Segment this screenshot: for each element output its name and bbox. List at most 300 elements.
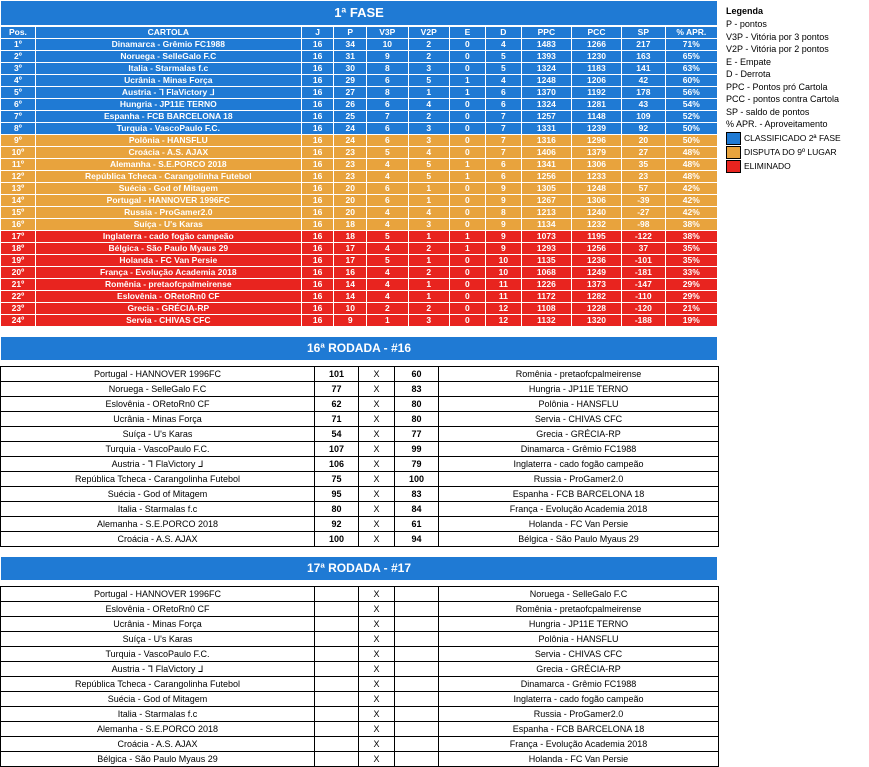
match-row — [1, 472, 719, 487]
match-versus-label: X — [359, 632, 395, 647]
standings-cell-v2p: 5 — [408, 171, 449, 183]
match-away-score[interactable] — [395, 662, 439, 677]
standings-cell-d: 10 — [485, 267, 521, 279]
match-away-score[interactable]: 84 — [395, 502, 439, 517]
match-home-team: Italia - Starmalas f.c — [1, 502, 315, 517]
standings-cell-pcc: 1206 — [571, 75, 621, 87]
match-away-score[interactable] — [395, 707, 439, 722]
standings-col-header: % APR. — [665, 27, 717, 39]
standings-cell-pcc: 1192 — [571, 87, 621, 99]
standings-cell-pos: 4º — [1, 75, 36, 87]
standings-cell-pos: 7º — [1, 111, 36, 123]
match-away-score[interactable]: 80 — [395, 397, 439, 412]
standings-cell-pcc: 1281 — [571, 99, 621, 111]
standings-cell-e: 0 — [449, 147, 485, 159]
standings-cell-e: 0 — [449, 219, 485, 231]
standings-cell-d: 9 — [485, 183, 521, 195]
standings-cell-pos: 18º — [1, 243, 36, 255]
standings-cell-j: 16 — [301, 231, 334, 243]
standings-cell-team: Servia - CHIVAS CFC — [35, 315, 301, 327]
standings-cell-sp: -120 — [622, 303, 666, 315]
standings-cell-p: 26 — [334, 99, 367, 111]
match-home-score[interactable] — [315, 722, 359, 737]
match-away-team: Holanda - FC Van Persie — [439, 517, 719, 532]
match-versus-label: X — [359, 442, 395, 457]
table-row — [1, 75, 718, 87]
match-away-score[interactable] — [395, 632, 439, 647]
match-away-score[interactable] — [395, 617, 439, 632]
standings-cell-p: 31 — [334, 51, 367, 63]
match-versus-label: X — [359, 662, 395, 677]
standings-cell-team: Hungria - JP11E TERNO — [35, 99, 301, 111]
standings-cell-e: 1 — [449, 171, 485, 183]
standings-cell-apr: 71% — [665, 39, 717, 51]
match-home-score[interactable] — [315, 737, 359, 752]
match-away-score[interactable] — [395, 752, 439, 767]
standings-cell-pcc: 1228 — [571, 303, 621, 315]
match-home-score[interactable]: 77 — [315, 382, 359, 397]
standings-cell-j: 16 — [301, 99, 334, 111]
standings-cell-team: Romênia - pretaofcpalmeirense — [35, 279, 301, 291]
match-home-team: Portugal - HANNOVER 1996FC — [1, 367, 315, 382]
standings-cell-pos: 13º — [1, 183, 36, 195]
standings-cell-e: 0 — [449, 135, 485, 147]
match-row — [1, 707, 719, 722]
match-away-score[interactable]: 79 — [395, 457, 439, 472]
match-versus-label: X — [359, 677, 395, 692]
standings-cell-v2p: 3 — [408, 123, 449, 135]
match-home-team: Suécia - God of Mitagem — [1, 487, 315, 502]
standings-cell-apr: 48% — [665, 171, 717, 183]
standings-cell-apr: 42% — [665, 207, 717, 219]
standings-cell-p: 18 — [334, 219, 367, 231]
standings-cell-d: 11 — [485, 291, 521, 303]
match-home-score[interactable] — [315, 662, 359, 677]
match-away-score[interactable] — [395, 602, 439, 617]
standings-cell-sp: 43 — [622, 99, 666, 111]
standings-cell-team: Russia - ProGamer2.0 — [35, 207, 301, 219]
standings-cell-apr: 42% — [665, 183, 717, 195]
match-home-score[interactable] — [315, 602, 359, 617]
match-away-team: Russia - ProGamer2.0 — [439, 707, 719, 722]
table-row — [1, 135, 718, 147]
standings-cell-apr: 29% — [665, 291, 717, 303]
standings-cell-v2p: 4 — [408, 99, 449, 111]
standings-cell-ppc: 1370 — [521, 87, 571, 99]
match-row — [1, 647, 719, 662]
match-home-score[interactable] — [315, 632, 359, 647]
standings-cell-d: 9 — [485, 219, 521, 231]
fase-title: 1ª FASE — [0, 0, 718, 26]
standings-cell-sp: 141 — [622, 63, 666, 75]
standings-col-header: E — [449, 27, 485, 39]
rodada16-title: 16ª RODADA - #16 — [0, 336, 718, 361]
standings-cell-pos: 11º — [1, 159, 36, 171]
legend-color-box — [726, 146, 741, 159]
standings-cell-sp: 217 — [622, 39, 666, 51]
standings-cell-pos: 14º — [1, 195, 36, 207]
match-home-score[interactable]: 101 — [315, 367, 359, 382]
match-away-team: Servia - CHIVAS CFC — [439, 412, 719, 427]
standings-col-header: PCC — [571, 27, 621, 39]
standings-cell-pcc: 1256 — [571, 243, 621, 255]
match-versus-label: X — [359, 412, 395, 427]
match-away-score[interactable] — [395, 647, 439, 662]
legend-color-box — [726, 160, 741, 173]
match-home-score[interactable]: 75 — [315, 472, 359, 487]
standings-cell-e: 0 — [449, 183, 485, 195]
standings-cell-ppc: 1341 — [521, 159, 571, 171]
match-versus-label: X — [359, 502, 395, 517]
standings-cell-ppc: 1134 — [521, 219, 571, 231]
standings-cell-j: 16 — [301, 315, 334, 327]
match-row — [1, 382, 719, 397]
match-versus-label: X — [359, 602, 395, 617]
standings-cell-sp: 42 — [622, 75, 666, 87]
legend-line: P - pontos — [726, 19, 767, 29]
standings-cell-v2p: 2 — [408, 51, 449, 63]
standings-cell-ppc: 1132 — [521, 315, 571, 327]
standings-cell-e: 0 — [449, 291, 485, 303]
standings-cell-team: República Tcheca - Carangolinha Futebol — [35, 171, 301, 183]
match-home-score[interactable]: 107 — [315, 442, 359, 457]
standings-cell-d: 6 — [485, 87, 521, 99]
match-away-team: Noruega - SelleGalo F.C — [439, 587, 719, 602]
match-away-team: Hungria - JP11E TERNO — [439, 617, 719, 632]
standings-cell-apr: 42% — [665, 195, 717, 207]
match-away-team: Espanha - FCB BARCELONA 18 — [439, 722, 719, 737]
standings-cell-d: 9 — [485, 243, 521, 255]
match-home-score[interactable]: 106 — [315, 457, 359, 472]
match-row — [1, 752, 719, 767]
legend-swatch-label: DISPUTA DO 9º LUGAR — [744, 147, 837, 157]
match-home-score[interactable]: 95 — [315, 487, 359, 502]
standings-cell-d: 5 — [485, 63, 521, 75]
legend-line: E - Empate — [726, 56, 772, 67]
match-away-score[interactable] — [395, 722, 439, 737]
standings-cell-team: Austria - ᒣ FlaVictory ᒧ — [35, 87, 301, 99]
standings-cell-apr: 35% — [665, 243, 717, 255]
standings-cell-pos: 2º — [1, 51, 36, 63]
match-away-team: Inglaterra - cado fogão campeão — [439, 692, 719, 707]
standings-cell-v2p: 1 — [408, 279, 449, 291]
standings-cell-sp: -27 — [622, 207, 666, 219]
match-row — [1, 487, 719, 502]
standings-cell-sp: 27 — [622, 147, 666, 159]
match-home-score[interactable] — [315, 752, 359, 767]
standings-cell-ppc: 1213 — [521, 207, 571, 219]
standings-cell-p: 20 — [334, 183, 367, 195]
standings-cell-j: 16 — [301, 279, 334, 291]
match-home-team: Noruega - SelleGalo F.C — [1, 382, 315, 397]
table-row — [1, 111, 718, 123]
table-row — [1, 87, 718, 99]
standings-cell-p: 18 — [334, 231, 367, 243]
match-away-team: Holanda - FC Van Persie — [439, 752, 719, 767]
match-row — [1, 457, 719, 472]
match-versus-label: X — [359, 382, 395, 397]
standings-cell-pos: 19º — [1, 255, 36, 267]
match-home-team: Ucrânia - Minas Força — [1, 617, 315, 632]
standings-cell-sp: -110 — [622, 291, 666, 303]
standings-cell-ppc: 1257 — [521, 111, 571, 123]
standings-cell-team: Suécia - God of Mitagem — [35, 183, 301, 195]
match-away-team: Espanha - FCB BARCELONA 18 — [439, 487, 719, 502]
standings-cell-v2p: 3 — [408, 63, 449, 75]
standings-cell-j: 16 — [301, 123, 334, 135]
standings-cell-p: 16 — [334, 267, 367, 279]
standings-cell-apr: 56% — [665, 87, 717, 99]
match-away-score[interactable]: 100 — [395, 472, 439, 487]
match-home-team: Alemanha - S.E.PORCO 2018 — [1, 722, 315, 737]
standings-cell-j: 16 — [301, 183, 334, 195]
match-home-score[interactable] — [315, 692, 359, 707]
match-away-score[interactable]: 80 — [395, 412, 439, 427]
standings-cell-apr: 38% — [665, 231, 717, 243]
standings-cell-sp: 20 — [622, 135, 666, 147]
match-away-score[interactable]: 99 — [395, 442, 439, 457]
standings-cell-apr: 35% — [665, 255, 717, 267]
standings-cell-j: 16 — [301, 159, 334, 171]
match-versus-label: X — [359, 532, 395, 547]
standings-cell-v3p: 5 — [367, 147, 408, 159]
standings-cell-v2p: 2 — [408, 111, 449, 123]
standings-col-header: V3P — [367, 27, 408, 39]
standings-cell-p: 17 — [334, 255, 367, 267]
table-row — [1, 291, 718, 303]
match-away-score[interactable]: 83 — [395, 382, 439, 397]
match-row — [1, 617, 719, 632]
standings-cell-apr: 50% — [665, 135, 717, 147]
match-home-score[interactable]: 80 — [315, 502, 359, 517]
match-away-score[interactable] — [395, 587, 439, 602]
match-versus-label: X — [359, 517, 395, 532]
standings-cell-v2p: 1 — [408, 183, 449, 195]
standings-cell-d: 12 — [485, 303, 521, 315]
table-row — [1, 243, 718, 255]
legend-line: % APR. - Aproveitamento — [726, 119, 828, 129]
standings-cell-team: Suíça - U's Karas — [35, 219, 301, 231]
match-home-team: Turquia - VascoPaulo F.C. — [1, 442, 315, 457]
standings-cell-team: Espanha - FCB BARCELONA 18 — [35, 111, 301, 123]
standings-cell-p: 9 — [334, 315, 367, 327]
standings-cell-p: 24 — [334, 123, 367, 135]
match-away-score[interactable] — [395, 737, 439, 752]
standings-cell-pos: 17º — [1, 231, 36, 243]
standings-cell-p: 23 — [334, 147, 367, 159]
standings-cell-pcc: 1248 — [571, 183, 621, 195]
standings-cell-v2p: 1 — [408, 231, 449, 243]
match-away-score[interactable]: 61 — [395, 517, 439, 532]
match-versus-label: X — [359, 722, 395, 737]
legend-line: PCC - pontos contra Cartola — [726, 94, 840, 104]
standings-cell-e: 0 — [449, 99, 485, 111]
standings-cell-ppc: 1293 — [521, 243, 571, 255]
standings-cell-p: 30 — [334, 63, 367, 75]
standings-cell-j: 16 — [301, 87, 334, 99]
table-row — [1, 315, 718, 327]
match-versus-label: X — [359, 587, 395, 602]
match-home-team: Portugal - HANNOVER 1996FC — [1, 587, 315, 602]
standings-cell-apr: 29% — [665, 279, 717, 291]
standings-cell-v3p: 7 — [367, 111, 408, 123]
standings-cell-ppc: 1226 — [521, 279, 571, 291]
match-home-team: Turquia - VascoPaulo F.C. — [1, 647, 315, 662]
standings-cell-v2p: 2 — [408, 303, 449, 315]
standings-cell-ppc: 1073 — [521, 231, 571, 243]
match-home-team: Bélgica - São Paulo Myaus 29 — [1, 752, 315, 767]
match-away-team: Romênia - pretaofcpalmeirense — [439, 367, 719, 382]
standings-cell-v2p: 1 — [408, 291, 449, 303]
standings-cell-apr: 65% — [665, 51, 717, 63]
standings-col-header: J — [301, 27, 334, 39]
match-away-score[interactable] — [395, 692, 439, 707]
standings-cell-apr: 54% — [665, 99, 717, 111]
match-away-score[interactable]: 60 — [395, 367, 439, 382]
standings-cell-e: 1 — [449, 87, 485, 99]
match-home-team: Alemanha - S.E.PORCO 2018 — [1, 517, 315, 532]
match-away-team: Grecia - GRÉCIA-RP — [439, 662, 719, 677]
standings-cell-pcc: 1148 — [571, 111, 621, 123]
standings-cell-d: 8 — [485, 207, 521, 219]
standings-cell-sp: -98 — [622, 219, 666, 231]
standings-cell-d: 4 — [485, 75, 521, 87]
match-home-score[interactable]: 71 — [315, 412, 359, 427]
table-row — [1, 207, 718, 219]
standings-cell-team: França - Evolução Academia 2018 — [35, 267, 301, 279]
match-away-score[interactable]: 77 — [395, 427, 439, 442]
standings-cell-e: 0 — [449, 111, 485, 123]
standings-cell-v2p: 1 — [408, 87, 449, 99]
standings-cell-d: 12 — [485, 315, 521, 327]
match-row — [1, 692, 719, 707]
match-home-score[interactable] — [315, 617, 359, 632]
match-versus-label: X — [359, 617, 395, 632]
standings-cell-p: 23 — [334, 171, 367, 183]
match-home-score[interactable] — [315, 587, 359, 602]
match-home-score[interactable]: 54 — [315, 427, 359, 442]
standings-cell-pcc: 1249 — [571, 267, 621, 279]
standings-cell-v3p: 6 — [367, 75, 408, 87]
table-row — [1, 39, 718, 51]
match-home-score[interactable]: 100 — [315, 532, 359, 547]
standings-cell-ppc: 1324 — [521, 99, 571, 111]
match-away-score[interactable]: 94 — [395, 532, 439, 547]
standings-cell-v2p: 4 — [408, 147, 449, 159]
standings-cell-pcc: 1195 — [571, 231, 621, 243]
standings-cell-team: Turquia - VascoPaulo F.C. — [35, 123, 301, 135]
match-home-team: Italia - Starmalas f.c — [1, 707, 315, 722]
match-versus-label: X — [359, 737, 395, 752]
standings-cell-apr: 63% — [665, 63, 717, 75]
match-home-score[interactable] — [315, 677, 359, 692]
legend-line: V3P - Vitória por 3 pontos — [726, 31, 829, 42]
match-away-score[interactable]: 83 — [395, 487, 439, 502]
match-versus-label: X — [359, 472, 395, 487]
standings-cell-sp: -122 — [622, 231, 666, 243]
standings-cell-p: 27 — [334, 87, 367, 99]
standings-cell-d: 9 — [485, 195, 521, 207]
table-row — [1, 231, 718, 243]
table-row — [1, 267, 718, 279]
standings-cell-sp: -101 — [622, 255, 666, 267]
rodada16-section — [0, 366, 718, 547]
standings-cell-v2p: 2 — [408, 39, 449, 51]
standings-cell-j: 16 — [301, 135, 334, 147]
standings-cell-v2p: 2 — [408, 267, 449, 279]
standings-cell-d: 9 — [485, 231, 521, 243]
rodada17-title: 17ª RODADA - #17 — [0, 556, 718, 581]
standings-cell-ppc: 1331 — [521, 123, 571, 135]
standings-cell-e: 0 — [449, 123, 485, 135]
legend-swatch-label: CLASSIFICADO 2ª FASE — [744, 133, 841, 143]
standings-header-row — [1, 27, 718, 39]
standings-cell-v3p: 6 — [367, 99, 408, 111]
standings-cell-pcc: 1266 — [571, 39, 621, 51]
standings-cell-team: Bélgica - São Paulo Myaus 29 — [35, 243, 301, 255]
standings-cell-v2p: 3 — [408, 135, 449, 147]
standings-cell-ppc: 1267 — [521, 195, 571, 207]
standings-cell-pcc: 1379 — [571, 147, 621, 159]
standings-cell-v2p: 1 — [408, 195, 449, 207]
match-away-team: Inglaterra - cado fogão campeão — [439, 457, 719, 472]
standings-cell-sp: -39 — [622, 195, 666, 207]
match-away-team: França - Evolução Academia 2018 — [439, 737, 719, 752]
match-away-team: Polônia - HANSFLU — [439, 632, 719, 647]
match-home-score[interactable] — [315, 647, 359, 662]
standings-cell-e: 1 — [449, 159, 485, 171]
match-home-score[interactable]: 92 — [315, 517, 359, 532]
standings-cell-v2p: 5 — [408, 75, 449, 87]
legend-swatch — [726, 160, 866, 173]
standings-cell-j: 16 — [301, 255, 334, 267]
standings-cell-team: Alemanha - S.E.PORCO 2018 — [35, 159, 301, 171]
match-away-team: Bélgica - São Paulo Myaus 29 — [439, 532, 719, 547]
match-home-team: República Tcheca - Carangolinha Futebol — [1, 677, 315, 692]
table-row — [1, 99, 718, 111]
match-home-score[interactable]: 62 — [315, 397, 359, 412]
standings-cell-v3p: 4 — [367, 291, 408, 303]
standings-cell-ppc: 1068 — [521, 267, 571, 279]
match-row — [1, 662, 719, 677]
standings-cell-sp: 109 — [622, 111, 666, 123]
match-home-team: Eslovênia - ORetoRn0 CF — [1, 397, 315, 412]
standings-cell-j: 16 — [301, 147, 334, 159]
standings-cell-sp: 57 — [622, 183, 666, 195]
standings-cell-j: 16 — [301, 171, 334, 183]
standings-cell-v3p: 6 — [367, 135, 408, 147]
standings-cell-pcc: 1320 — [571, 315, 621, 327]
standings-cell-j: 16 — [301, 243, 334, 255]
standings-cell-v3p: 4 — [367, 279, 408, 291]
match-away-score[interactable] — [395, 677, 439, 692]
match-home-score[interactable] — [315, 707, 359, 722]
standings-cell-d: 6 — [485, 99, 521, 111]
standings-cell-pos: 6º — [1, 99, 36, 111]
table-row — [1, 171, 718, 183]
standings-cell-sp: -147 — [622, 279, 666, 291]
standings-table — [0, 26, 718, 327]
standings-cell-v2p: 3 — [408, 219, 449, 231]
standings-cell-d: 7 — [485, 123, 521, 135]
match-row — [1, 412, 719, 427]
match-home-team: Croácia - A.S. AJAX — [1, 737, 315, 752]
standings-cell-pcc: 1233 — [571, 171, 621, 183]
standings-cell-apr: 48% — [665, 159, 717, 171]
standings-cell-d: 7 — [485, 147, 521, 159]
rodada16-table — [0, 366, 719, 547]
standings-cell-p: 29 — [334, 75, 367, 87]
